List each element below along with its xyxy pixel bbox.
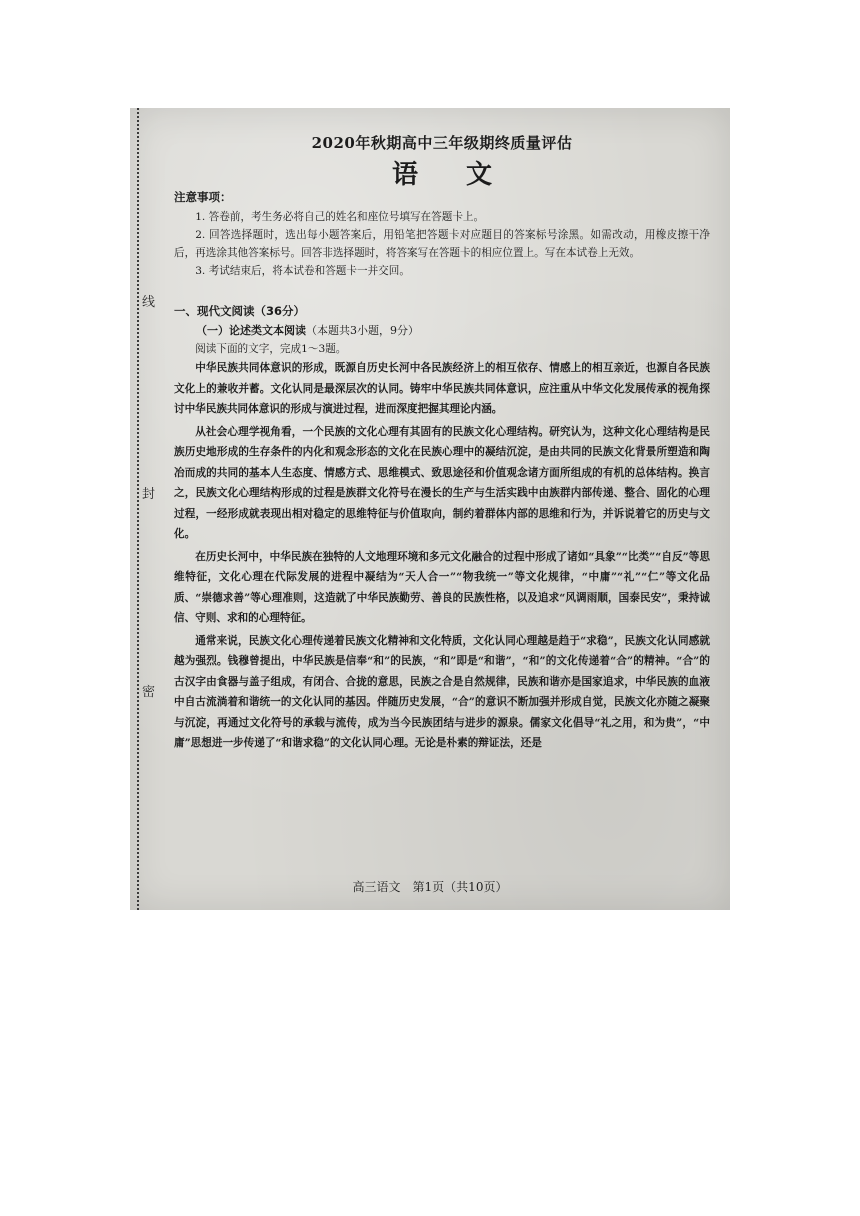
notice-item: 2. 回答选择题时，选出每小题答案后，用铅笔把答题卡对应题目的答案标号涂黑。如需改动，用橡皮擦干净后，再选涂其他答案标号。回答非选择题时，将答案写在答题卡的相应位置上。写在本试卷上无效。 [174,229,710,259]
page-footer: 高三语文 第1页（共10页） [352,880,508,894]
sub-heading-title: （一）论述类文本阅读 [196,324,306,337]
passage-paragraph: 通常来说，民族文化心理传递着民族文化精神和文化特质，文化认同心理越是趋于“求稳”，民族文化认同感就越为强烈。钱穆曾提出，中华民族是信奉“和”的民族，“和”即是“和谐”，“和”的文化传递着“合”的精神。“合”的古汉字由食器与盖子组成，有闭合、合拢的意思，民族之合是自然规律，民族和谐亦是国家追求，中华民族的血液中自古流淌着和谐统一的文化认同的基因。伴随历史发展，“合”的意识不断加强并形成自觉，民族文化亦随之凝聚与沉淀，再通过文化符号的承载与流传，成为当今民族团结与进步的源泉。儒家文化倡导“礼之用，和为贵”，“中庸”思想进一步传递了“和谐求稳”的文化认同心理。无论是朴素的辩证法，还是 [174,634,710,749]
passage-paragraph: 中华民族共同体意识的形成，既源自历史长河中各民族经济上的相互依存、情感上的相互亲近，也源自各民族文化上的兼收并蓄。文化认同是最深层次的认同。铸牢中华民族共同体意识，应注重从中华文化发展传承的视角探讨中华民族共同体意识的形成与演进过程，进而深度把握其理论内涵。 [174,362,710,415]
binding-dotted-line [137,108,139,910]
notice-heading: 注意事项： [174,190,232,204]
subject-title: 语文 [391,160,540,190]
passage-paragraph: 从社会心理学视角看，一个民族的文化心理有其固有的民族文化心理结构。研究认为，这种文化心理结构是民族历史地形成的生存条件的内化和观念形态的文化在民族心理中的凝结沉淀，是由共同的民族文化背景所塑造和陶冶而成的共同的基本人生态度、情感方式、思维模式、致思途径和价值观念诸方面所组成的有机的总体结构。换言之，民族文化心理结构形成的过程是族群文化符号在漫长的生产与生活实践中由族群内部传递、整合、固化的心理过程，一经形成就表现出相对稳定的思维特征与价值取向，制约着群体内部的思维和行为，并诉说着它的历史与文化。 [174,425,710,540]
exam-paper [130,108,730,910]
notice-item: 1. 答卷前，考生务必将自己的姓名和座位号填写在答题卡上。 [195,211,485,223]
notice-block [174,188,710,280]
binding-mark-mi: 密 [142,685,156,700]
passage-paragraph: 在历史长河中，中华民族在独特的人文地理环境和多元文化融合的过程中形成了诸如“具象”“比类”“自反”等思维特征，文化心理在代际发展的进程中凝结为“天人合一”“物我统一”等文化规律，“中庸”“礼”“仁”等文化品质、“崇德求善”等心理准则，这造就了中华民族勤劳、善良的民族性格，以及追求“风调雨顺，国泰民安”，秉持诚信、守则、求和的心理特征。 [174,550,710,624]
binding-mark-feng: 封 [142,487,156,502]
sub-heading-note: （本题共3小题，9分） [306,324,419,337]
notice-item: 3. 考试结束后，将本试卷和答题卡一并交回。 [195,265,410,277]
binding-mark-xian: 线 [142,295,156,310]
sub-heading [174,322,710,340]
exam-content [174,134,710,756]
section-heading: 一、现代文阅读（36分） [174,304,306,318]
exam-title: 2020年秋期高中三年级期终质量评估 [311,134,573,152]
reading-section [174,302,710,754]
reading-instruction: 阅读下面的文字，完成1～3题。 [195,343,347,355]
